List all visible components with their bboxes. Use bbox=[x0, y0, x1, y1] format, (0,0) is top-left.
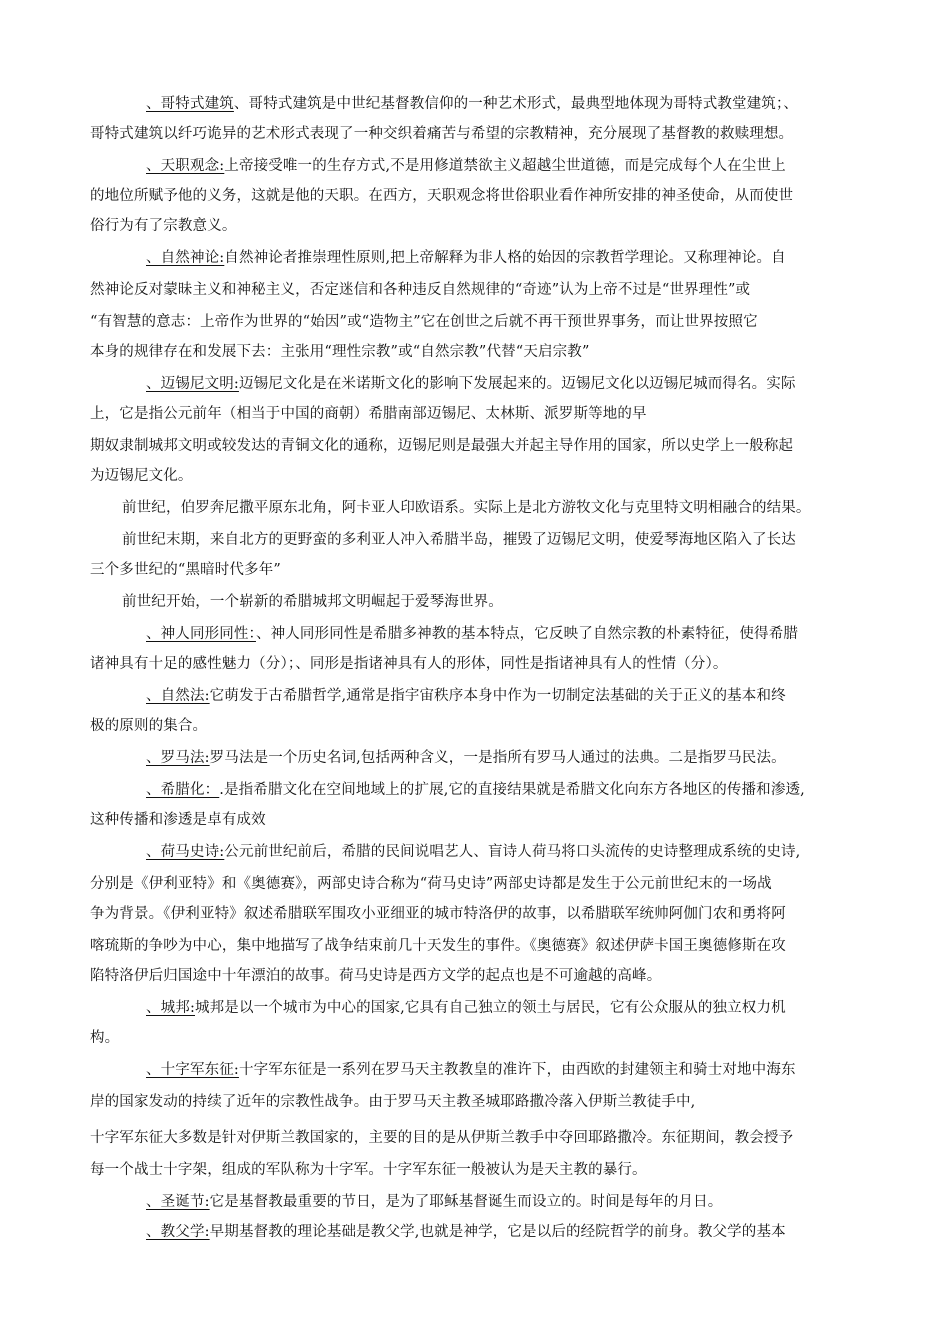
paragraph-roman-law bbox=[146, 748, 786, 768]
text-line: 然神论反对蒙昧主义和神秘主义，否定迷信和各种违反自然规律的“奇迹”认为上帝不过是“世界理性”或 bbox=[90, 282, 751, 298]
paragraph-anthropomorphism bbox=[146, 624, 798, 644]
text-line: 公元前世纪前后，希腊的民间说唱艺人、盲诗人荷马将口头流传的史诗整理成系统的史诗, bbox=[224, 844, 801, 860]
paragraph-natural-law bbox=[146, 686, 786, 706]
text-line: 俗行为有了宗教意义。 bbox=[90, 218, 237, 234]
text-line: 前世纪开始，一个崭新的希腊城邦文明崛起于爱琴海世界。 bbox=[122, 594, 503, 610]
term-christmas: 、圣诞节: bbox=[146, 1194, 210, 1210]
paragraph-century-3 bbox=[122, 592, 503, 612]
paragraph-calling bbox=[146, 156, 786, 176]
paragraph-crusades bbox=[146, 1060, 796, 1080]
paragraph-gothic-architecture bbox=[146, 94, 798, 114]
paragraph-homeric-epics bbox=[146, 842, 800, 862]
text-line: 这种传播和渗透是卓有成效 bbox=[90, 812, 266, 828]
text-line: 十字军东征是一系列在罗马天主教教皇的准许下，由西欧的封建领主和骑士对地中海东 bbox=[238, 1062, 796, 1078]
text-line: 前世纪末期，来自北方的更野蛮的多利亚人冲入希腊半岛，摧毁了迈锡尼文明，使爱琴海地区陷入了长达 bbox=[122, 532, 796, 548]
text-line: 期奴隶制城邦文明或较发达的青铜文化的通称，迈锡尼则是最强大并起主导作用的国家，所以史学上一般称起 bbox=[90, 438, 794, 454]
text-line: 争为背景。《伊利亚特》叙述希腊联军围攻小亚细亚的城市特洛伊的故事，以希腊联军统帅阿伽门农和勇将阿 bbox=[90, 906, 786, 922]
term-roman-law: 、罗马法: bbox=[146, 750, 210, 766]
paragraph-city-state bbox=[146, 998, 786, 1018]
text-line: 早期基督教的理论基础是教父学,也就是神学，它是以后的经院哲学的前身。教父学的基本 bbox=[209, 1224, 786, 1240]
text-line: 十字军东征大多数是针对伊斯兰教国家的，主要的目的是从伊斯兰教手中夺回耶路撒冷。东征期间，教会授予 bbox=[90, 1130, 794, 1146]
text-line: 它萌发于古希腊哲学,通常是指宇宙秩序本身中作为一切制定法基础的关于正义的基本和终 bbox=[209, 688, 786, 704]
text-line: 极的原则的集合。 bbox=[90, 718, 208, 734]
term-natural-law: 、自然法: bbox=[146, 688, 210, 704]
text-line: 自然神论者推崇理性原则,把上帝解释为非人格的始因的宗教哲学理论。又称理神论。自 bbox=[224, 250, 786, 266]
paragraph-century-2 bbox=[122, 530, 796, 550]
text-line: 上帝接受唯一的生存方式,不是用修道禁欲主义超越尘世道德，而是完成每个人在尘世上 bbox=[224, 158, 786, 174]
paragraph-patristics bbox=[146, 1222, 786, 1242]
text-line: 前世纪，伯罗奔尼撒平原东北角，阿卡亚人印欧语系。实际上是北方游牧文化与克里特文明相融合的结果。 bbox=[122, 500, 811, 516]
text-line: 哥特式建筑以纤巧诡异的艺术形式表现了一种交织着痛苦与希望的宗教精神，充分展现了基督教的救赎理想。 bbox=[90, 126, 794, 142]
text-line: 、哥特式建筑是中世纪基督教信仰的一种艺术形式，最典型地体现为哥特式教堂建筑；、 bbox=[233, 96, 799, 112]
term-homeric-epics: 、荷马史诗: bbox=[146, 844, 225, 860]
text-line: 城邦是以一个城市为中心的国家,它具有自己独立的领土与居民，它有公众服从的独立权力机 bbox=[195, 1000, 786, 1016]
paragraph-deism bbox=[146, 248, 786, 268]
paragraph-christmas bbox=[146, 1192, 722, 1212]
text-line: 喀琉斯的争吵为中心，集中地描写了战争结束前几十天发生的事件。《奥德赛》叙述伊萨卡国王奥德修斯在攻 bbox=[90, 938, 786, 954]
paragraph-century-1 bbox=[122, 498, 811, 518]
term-anthropomorphism: 、神人同形同性： bbox=[146, 626, 256, 642]
term-gothic-architecture: 、哥特式建筑 bbox=[146, 96, 234, 112]
term-crusades: 、十字军东征: bbox=[146, 1062, 239, 1078]
term-hellenization: 、希腊化： bbox=[146, 782, 220, 798]
term-mycenaean: 、迈锡尼文明: bbox=[146, 376, 239, 392]
text-line: 岸的国家发动的持续了近年的宗教性战争。由于罗马天主教圣城耶路撒冷落入伊斯兰教徒手中, bbox=[90, 1094, 696, 1110]
text-line: 的地位所赋予他的义务，这就是他的天职。在西方，天职观念将世俗职业看作神所安排的神圣使命，从而使世 bbox=[90, 188, 794, 204]
term-calling: 、天职观念: bbox=[146, 158, 225, 174]
text-line: 本身的规律存在和发展下去：主张用“理性宗教”或“自然宗教”代替“天启宗教” bbox=[90, 344, 590, 360]
paragraph-mycenaean bbox=[146, 374, 796, 394]
text-line: 、神人同形同性是希腊多神教的基本特点，它反映了自然宗教的朴素特征，使得希腊 bbox=[255, 626, 798, 642]
term-city-state: 、城邦: bbox=[146, 1000, 195, 1016]
term-deism: 、自然神论: bbox=[146, 250, 225, 266]
text-line: 三个多世纪的“黑暗时代多年” bbox=[90, 562, 281, 578]
text-line: 罗马法是一个历史名词,包括两种含义，一是指所有罗马人通过的法典。二是指罗马民法。 bbox=[209, 750, 786, 766]
text-line: 陷特洛伊后归国途中十年漂泊的故事。荷马史诗是西方文学的起点也是不可逾越的高峰。 bbox=[90, 968, 662, 984]
text-line: 上，它是指公元前年（相当于中国的商朝）希腊南部迈锡尼、太林斯、派罗斯等地的早 bbox=[90, 406, 647, 422]
text-line: 构。 bbox=[90, 1030, 120, 1046]
term-patristics: 、教父学: bbox=[146, 1224, 210, 1240]
text-line: 诸神具有十足的感性魅力（分）；、同形是指诸神具有人的形体，同性是指诸神具有人的性情（分）。 bbox=[90, 656, 728, 672]
text-line: “有智慧的意志：上帝作为世界的“始因”或“造物主”它在创世之后就不再干预世界事务，而让世界按照它 bbox=[90, 314, 758, 330]
text-line: 迈锡尼文化是在米诺斯文化的影响下发展起来的。迈锡尼文化以迈锡尼城而得名。实际 bbox=[238, 376, 796, 392]
paragraph-hellenization bbox=[146, 780, 805, 800]
text-line: 每一个战士十字架，组成的军队称为十字军。十字军东征一般被认为是天主教的暴行。 bbox=[90, 1162, 647, 1178]
text-line: .是指希腊文化在空间地域上的扩展,它的直接结果就是希腊文化向东方各地区的传播和渗透, bbox=[219, 782, 805, 798]
text-line: 它是基督教最重要的节日，是为了耶稣基督诞生而设立的。时间是每年的月日。 bbox=[209, 1194, 723, 1210]
text-line: 为迈锡尼文化。 bbox=[90, 468, 193, 484]
text-line: 分别是《伊利亚特》和《奥德赛》，两部史诗合称为“荷马史诗”两部史诗都是发生于公元前世纪末的一场战 bbox=[90, 876, 772, 892]
